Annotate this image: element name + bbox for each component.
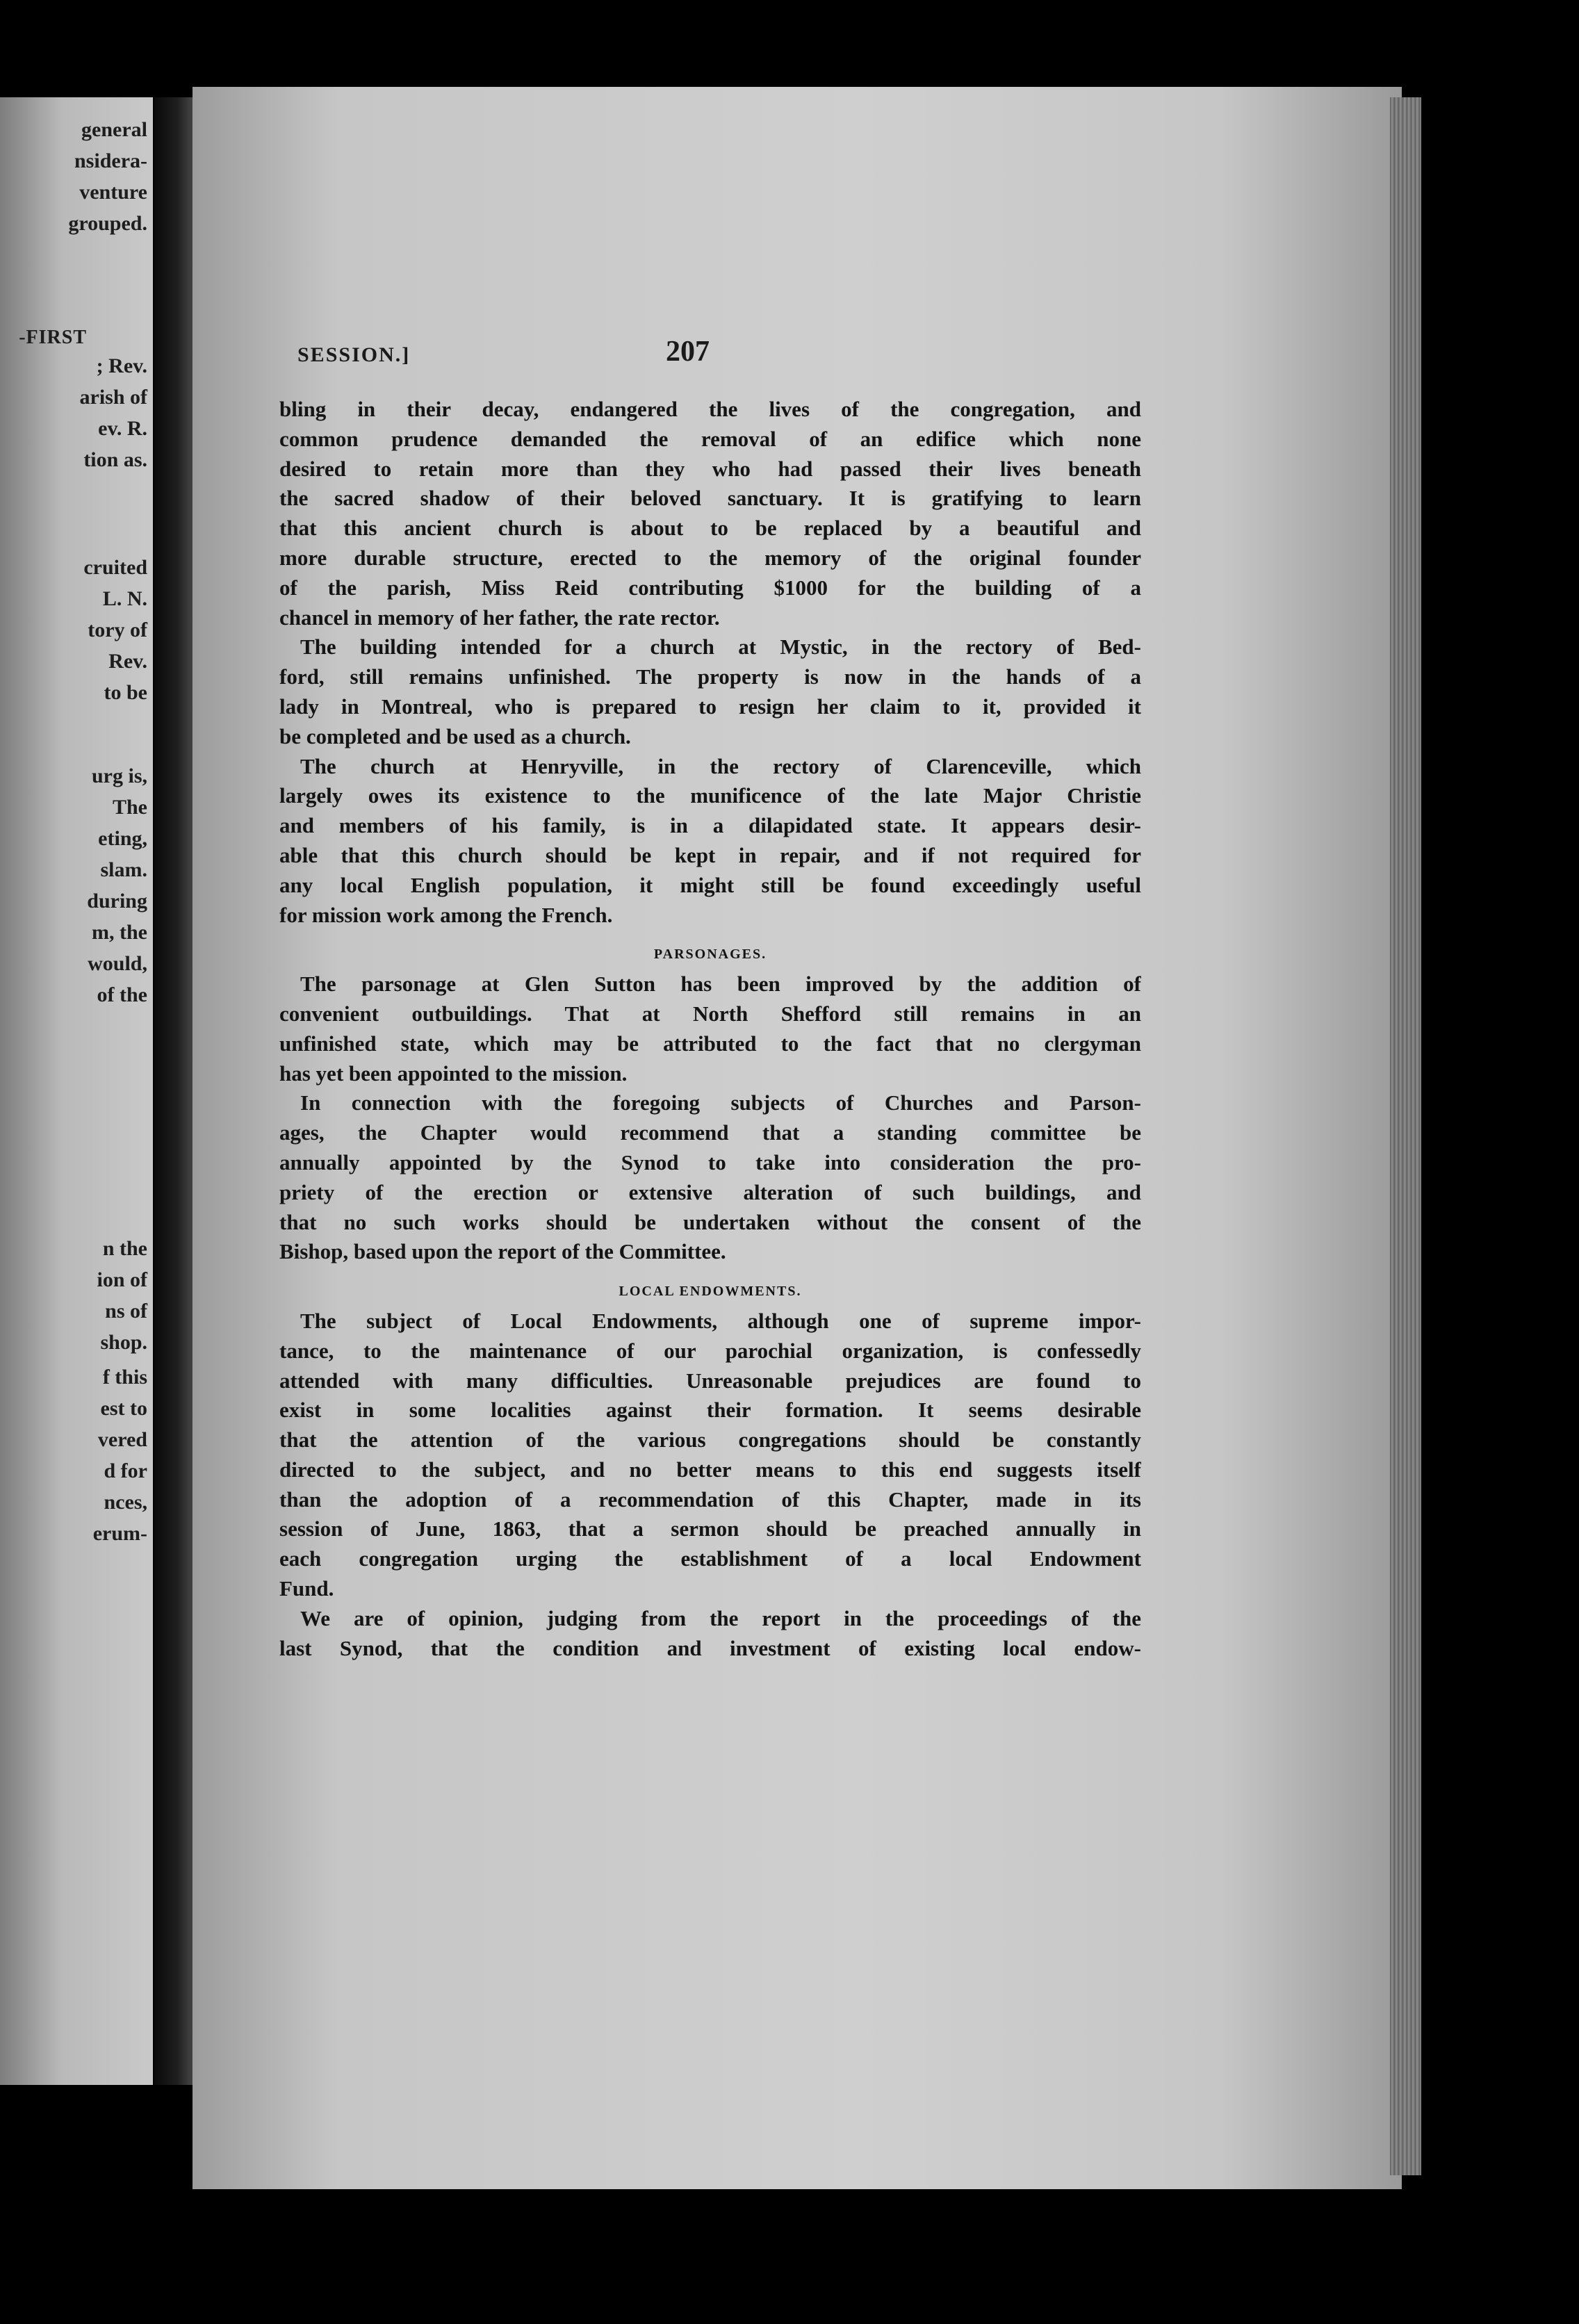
left-page-fragment: cruited	[83, 556, 147, 579]
text-line: In connection with the foregoing subjects of Churches and Parson-	[300, 1090, 1141, 1115]
text-line: tance, to the maintenance of our parochial organization, is confessedly	[279, 1338, 1141, 1363]
text-line: common prudence demanded the removal of an edifice which none	[279, 426, 1141, 451]
text-line: ford, still remains unfinished. The property is now in the hands of a	[279, 664, 1141, 689]
page-body	[279, 395, 1141, 1663]
text-line: directed to the subject, and no better means to this end suggests itself	[279, 1457, 1141, 1482]
left-page-fragment: d for	[104, 1459, 147, 1482]
text-line: that this ancient church is about to be replaced by a beautiful and	[279, 516, 1141, 541]
text-line: unfinished state, which may be attributed to the fact that no clergyman	[279, 1031, 1141, 1056]
left-page-fragment: nsidera-	[74, 149, 147, 172]
left-page-fragment: L. N.	[102, 587, 147, 610]
text-line: the sacred shadow of their beloved sanctuary. It is gratifying to learn	[279, 486, 1141, 511]
left-page-fragment: est to	[100, 1397, 147, 1420]
section-heading-parsonages: PARSONAGES.	[653, 947, 767, 963]
text-line: and members of his family, is in a dilapidated state. It appears desir-	[279, 813, 1141, 838]
left-page-fragment: nces,	[104, 1491, 147, 1514]
left-page-fragment: ev. R.	[98, 417, 147, 440]
left-page-fragment: to be	[104, 681, 147, 704]
left-page-fragment: general	[81, 118, 147, 141]
left-page-fragment: would,	[88, 952, 147, 975]
text-line: The building intended for a church at Mystic, in the rectory of Bed-	[300, 635, 1141, 660]
text-line: largely owes its existence to the munificence of the late Major Christie	[279, 783, 1141, 808]
running-head-title: SESSION.]	[297, 343, 411, 366]
text-line: convenient outbuildings. That at North Shefford still remains in an	[279, 1001, 1141, 1026]
section-heading-local-endowments: LOCAL ENDOWMENTS.	[619, 1284, 802, 1300]
text-line: The subject of Local Endowments, although one of supreme impor-	[300, 1308, 1141, 1333]
paragraph	[279, 632, 1141, 751]
left-page-fragment: urg is,	[91, 764, 147, 787]
left-page-fragment: n the	[102, 1237, 147, 1260]
text-line: attended with many difficulties. Unreasonable prejudices are found to	[279, 1368, 1141, 1393]
left-page-fragment: slam.	[100, 858, 147, 881]
text-line: be completed and be used as a church.	[279, 723, 631, 748]
left-page-fragment: shop.	[100, 1331, 147, 1354]
text-line: bling in their decay, endangered the lives of the congregation, and	[279, 397, 1141, 421]
text-line: for mission work among the French.	[279, 902, 613, 927]
left-page-fragment: ; Rev.	[96, 354, 147, 377]
text-line: annually appointed by the Synod to take into consideration the pro-	[279, 1149, 1141, 1175]
text-line: The parsonage at Glen Sutton has been improved by the addition of	[300, 972, 1141, 997]
text-line: that no such works should be undertaken without the consent of the	[279, 1209, 1141, 1234]
text-line: each congregation urging the establishment of a local Endowment	[279, 1546, 1141, 1571]
left-page-fragment: Rev.	[108, 650, 147, 673]
page-number: 207	[666, 336, 710, 368]
text-line: than the adoption of a recommendation of this Chapter, made in its	[279, 1487, 1141, 1512]
paragraph	[279, 1088, 1141, 1267]
text-line: has yet been appointed to the mission.	[279, 1061, 628, 1086]
left-page-fragment: eting,	[98, 827, 147, 850]
text-line: more durable structure, erected to the memory of the original founder	[279, 545, 1141, 570]
page-edge	[1390, 97, 1421, 2175]
left-page-fragment: grouped.	[68, 212, 147, 235]
left-page-fragment: m, the	[92, 921, 147, 944]
left-page-fragment: The	[112, 796, 147, 819]
paragraph	[279, 395, 1141, 632]
left-page-header: -FIRST	[19, 327, 87, 348]
running-head	[297, 325, 1142, 367]
text-line: Fund.	[279, 1576, 334, 1601]
left-page-fragment: of the	[97, 983, 147, 1006]
text-line: lady in Montreal, who is prepared to resign her claim to it, provided it	[279, 694, 1141, 719]
text-line: able that this church should be kept in repair, and if not required for	[279, 842, 1141, 867]
left-page-fragment: during	[87, 890, 147, 913]
left-page-fragment: tory of	[88, 619, 147, 641]
paragraph	[279, 752, 1141, 931]
text-line: Bishop, based upon the report of the Committee.	[279, 1239, 726, 1264]
text-line: desired to retain more than they who had passed their lives beneath	[279, 456, 1141, 481]
text-line: exist in some localities against their formation. It seems desirable	[279, 1398, 1141, 1423]
text-line: of the parish, Miss Reid contributing $1000 for the building of a	[279, 575, 1141, 600]
text-line: any local English population, it might still be found exceedingly useful	[279, 872, 1141, 897]
paragraph	[279, 969, 1141, 1088]
left-page-fragment: ion of	[97, 1268, 147, 1291]
text-line: ages, the Chapter would recommend that a standing committee be	[279, 1120, 1141, 1145]
left-page-fragment: tion as.	[83, 448, 147, 471]
text-line: We are of opinion, judging from the report in the proceedings of the	[300, 1605, 1141, 1630]
left-page-fragment: ns of	[105, 1300, 147, 1323]
book-gutter	[154, 97, 193, 2085]
text-line: that the attention of the various congregations should be constantly	[279, 1427, 1141, 1452]
text-line: The church at Henryville, in the rectory of Clarenceville, which	[300, 753, 1141, 778]
left-page-fragment: erum-	[92, 1522, 147, 1545]
left-page-fragment: vered	[97, 1428, 147, 1451]
text-line: session of June, 1863, that a sermon should be preached annually in	[279, 1516, 1141, 1541]
text-line: chancel in memory of her father, the rate rector.	[279, 605, 720, 630]
paragraph	[279, 1307, 1141, 1604]
text-line: last Synod, that the condition and investment of existing local endow-	[279, 1635, 1141, 1660]
paragraph	[279, 1604, 1141, 1664]
text-line: priety of the erection or extensive alteration of such buildings, and	[279, 1179, 1141, 1204]
facing-page-fragment	[0, 97, 153, 2085]
left-page-fragment: f this	[102, 1366, 147, 1389]
left-page-fragment: venture	[79, 181, 147, 204]
left-page-fragment: arish of	[79, 386, 147, 409]
